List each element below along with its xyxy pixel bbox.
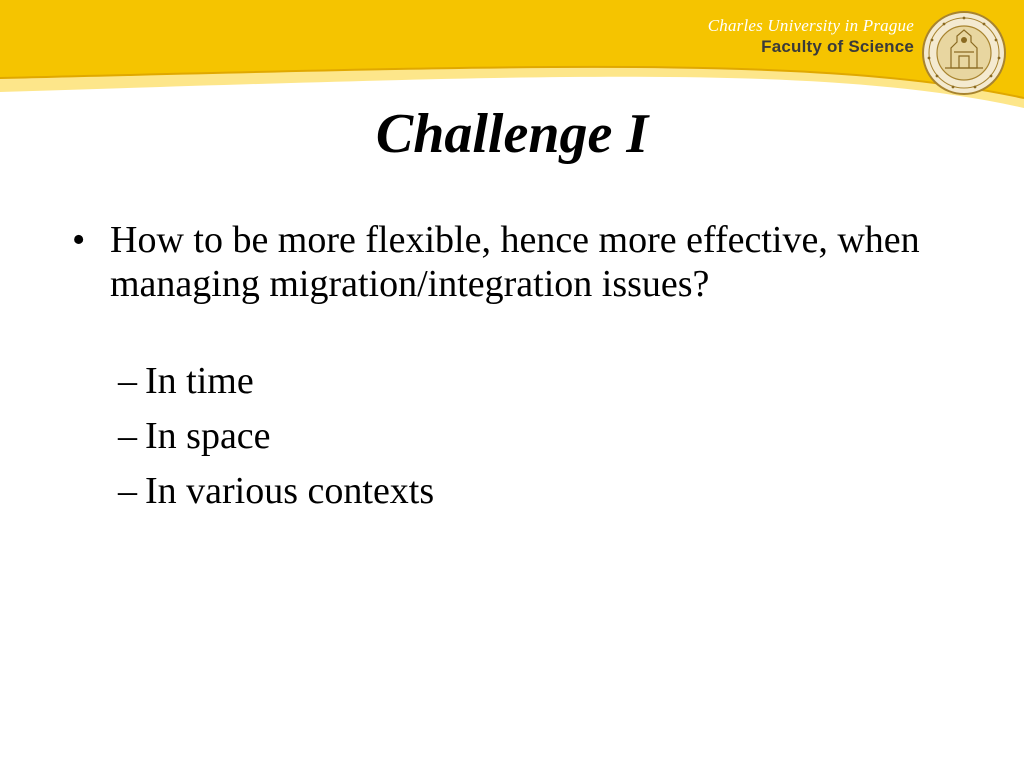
bullet-marker: • <box>72 219 86 261</box>
sub-bullet-text: In time <box>145 360 254 402</box>
sub-bullet-item <box>118 409 1002 464</box>
university-branding <box>708 16 914 58</box>
bullet-text: How to be more flexible, hence more effective, when managing migration/integration issues? <box>110 219 920 305</box>
sub-bullet-list <box>72 354 1002 519</box>
sub-bullet-text: In space <box>145 415 271 457</box>
faculty-name: Faculty of Science <box>761 37 914 56</box>
dash-marker: – <box>118 470 137 512</box>
slide-title: Challenge I <box>375 103 649 165</box>
bullet-list <box>72 218 1002 519</box>
dash-marker: – <box>118 360 137 402</box>
dash-marker: – <box>118 415 137 457</box>
sub-bullet-item <box>118 464 1002 519</box>
sub-bullet-item <box>118 354 1002 409</box>
bullet-item <box>72 218 1002 306</box>
sub-bullet-text: In various contexts <box>145 470 435 512</box>
university-seal-icon <box>921 10 1007 96</box>
university-name: Charles University in Prague <box>707 16 914 35</box>
